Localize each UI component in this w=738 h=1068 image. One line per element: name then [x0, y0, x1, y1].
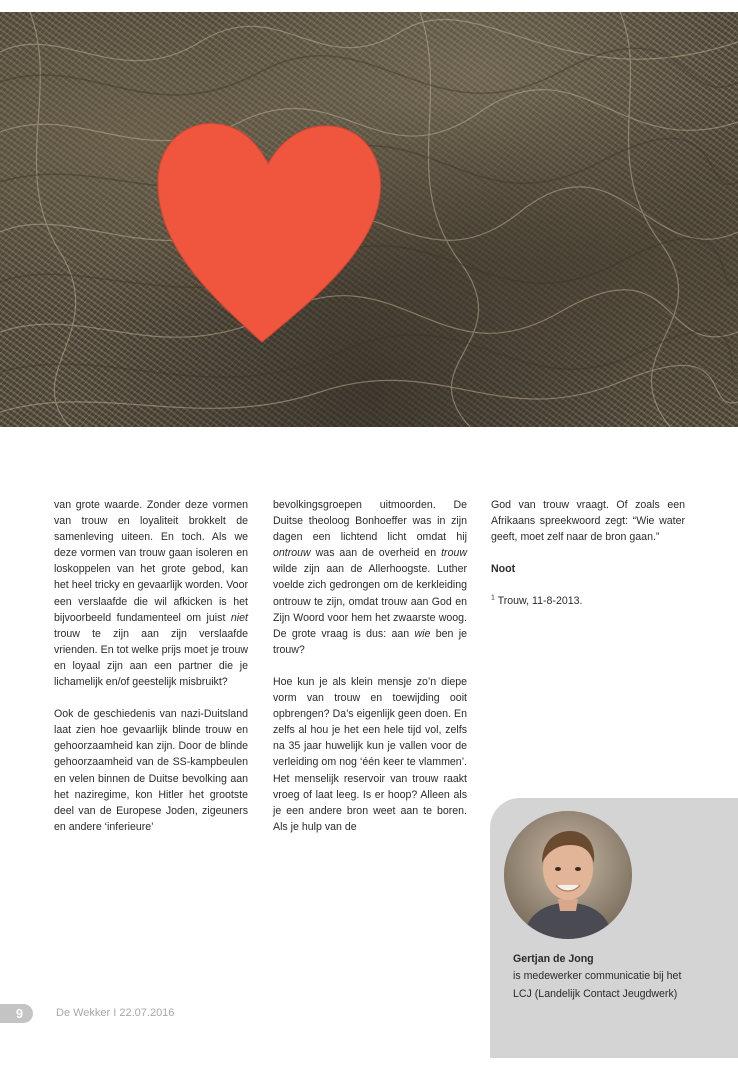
portrait-icon [504, 811, 632, 939]
paragraph [54, 497, 248, 690]
note-heading: Noot [491, 563, 516, 576]
footnote-text: Trouw, 11-8-2013. [497, 595, 583, 608]
paragraph: Ook de geschiedenis van nazi-Duitsland laat zien hoe gevaarlijk blinde trouw en gehoorzaamheid kan zijn. Door de blinde gehoorzaamheid van de SS-kampbeulen en velen binnen de Duitse bevolking aan het naziregime, kon Hitler het grootste deel van de Europese Joden, zigeuners en andere ‘inferieure’ [54, 708, 248, 833]
text-run: bevolkingsgroepen uitmoorden. De Duitse theoloog Bonhoeffer was in zijn dagen een lichtend licht omdat hij [273, 499, 467, 544]
hero-image [0, 12, 738, 427]
emphasis: niet [230, 611, 248, 624]
emphasis: ontrouw [273, 547, 311, 560]
text-run: van grote waarde. Zonder deze vormen van trouw en loyaliteit brokkelt de samenleving uiteen. En toch. Als we deze vormen van trouw gaan isoleren en loskoppelen van het grote gebod, kan het heel tricky en gevaarlijk worden. Voor een verslaafde die wil afkicken is het bijvoorbeeld fundamenteel om juist [54, 499, 248, 624]
text-run: was aan de overheid en [315, 547, 437, 560]
footnote [491, 593, 685, 609]
paragraph: Hoe kun je als klein mensje zo’n diepe vorm van trouw en toewijding ooit opbrengen? Da’s eigenlijk geen doen. En zelfs al hou je het een hele tijd vol, zelfs na 35 jaar huwelijk kun je vallen voor de verleiding om nog ‘één keer te vlammen’. Het menselijk reservoir van trouw raakt vroeg of laat leeg. Is er hoop? Alleen als je een andere bron weet aan te boren. Als je hulp van de [273, 675, 467, 833]
footnote-number: 1 [491, 594, 495, 602]
author-photo [504, 811, 632, 939]
footer-publication: De Wekker I 22.07.2016 [56, 1007, 175, 1019]
page-number-badge [0, 1004, 33, 1023]
article-column-1 [54, 497, 248, 851]
page-number: 9 [15, 1006, 24, 1021]
text-run: trouw te zijn aan zijn verslaafde vrienden. En tot welke prijs moet je trouw en loyaal zijn aan een partner die je lichamelijk en/of geestelijk misbruikt? [54, 627, 248, 689]
text-run: ben je trouw? [273, 627, 467, 656]
author-bio: is medewerker communicatie bij het LCJ (Landelijk Contact Jeugdwerk) [513, 970, 682, 1000]
paragraph [273, 497, 467, 658]
article-column-3 [491, 497, 685, 625]
emphasis: wie [414, 627, 431, 640]
paper-heart [158, 124, 381, 342]
emphasis: trouw [441, 547, 467, 560]
author-name: Gertjan de Jong [513, 953, 594, 965]
article-column-2 [273, 497, 467, 851]
moss-texture [0, 12, 738, 427]
text-run: wilde zijn aan de Allerhoogste. Luther voelde zich gedrongen om de kerkleiding ontrouw te zijn, omdat trouw aan God en Zijn Woord voor hem het zwaarste woog. De grote vraag is dus: aan [273, 563, 467, 640]
paragraph: God van trouw vraagt. Of zoals een Afrikaans spreekwoord zegt: “Wie water geeft, moet zelf naar de bron gaan.” [491, 499, 685, 544]
